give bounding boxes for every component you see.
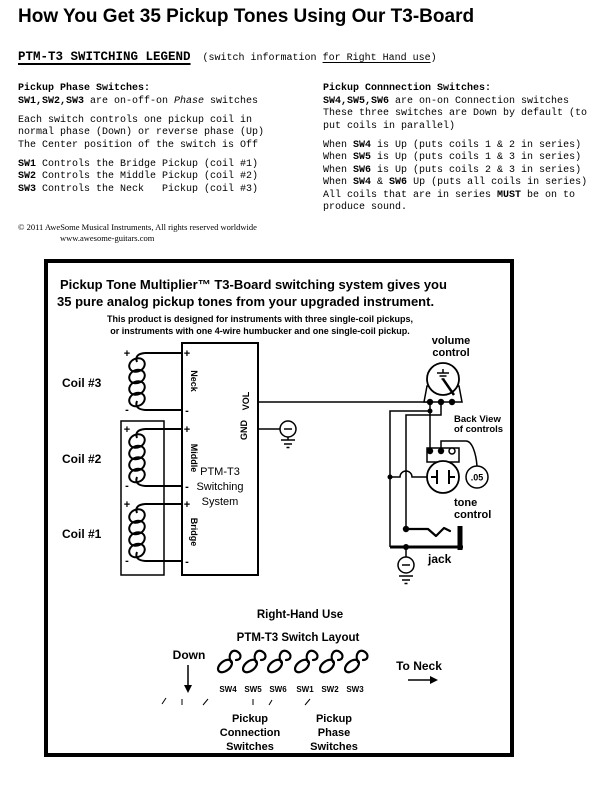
diagram-headline-2: 35 pure analog pickup tones from your upgraded instrument. <box>57 294 435 309</box>
switch-icon-sw3 <box>343 651 368 675</box>
coil-3 <box>124 348 182 416</box>
board-title-3: System <box>201 496 239 508</box>
legend-text-segment: SW4 <box>353 177 372 188</box>
legend-line <box>323 152 609 165</box>
switch-name-label: SW3 <box>346 685 364 694</box>
legend-text-segment: SW4,SW5,SW6 <box>323 95 390 107</box>
switch-icon-sw1 <box>293 651 318 675</box>
diagram-subheadline-2: or instruments with one 4-wire humbucker and one single-coil pickup. <box>110 326 410 336</box>
legend-text-segment: Each switch controls one pickup coil in <box>18 114 253 126</box>
board-ground-symbol <box>280 421 296 448</box>
terminal-label-vol: VOL <box>241 391 251 411</box>
tone-control-label-1: tone <box>454 497 478 509</box>
legend-text-segment: is Up (puts coils 2 & 3 in series) <box>371 164 582 176</box>
legend-line <box>18 83 318 96</box>
group-tick-marks <box>162 698 310 705</box>
switch-name-label: SW4 <box>219 685 237 694</box>
legend-line <box>18 171 318 184</box>
legend-text-segment: produce sound. <box>323 202 408 213</box>
to-neck-arrow <box>408 676 438 684</box>
legend-line <box>323 177 609 190</box>
legend-text-segment: Controls the Neck Pickup (coil #3) <box>36 183 259 195</box>
coil-1-minus: - <box>125 555 129 567</box>
coil-3-plus: + <box>123 348 131 360</box>
coil-1 <box>124 499 182 567</box>
legend-heading-note-underlined: for Right Hand use <box>322 53 431 64</box>
copyright <box>18 222 257 244</box>
down-arrow <box>184 665 192 693</box>
switch-layout-title-1: Right-Hand Use <box>256 609 344 621</box>
bridge-plus-terminal: + <box>183 499 191 511</box>
legend-text-segment: The Center position of the switch is Off <box>18 139 259 151</box>
down-label: Down <box>172 648 206 662</box>
legend-text-segment: is Up (puts coils 1 & 3 in series) <box>371 152 582 163</box>
tone-control-label-2: control <box>454 509 492 521</box>
to-neck-label: To Neck <box>396 659 442 673</box>
volume-control-label-2: control <box>432 347 470 359</box>
cap-value: .05 <box>470 472 484 483</box>
legend-text-segment: MUST <box>497 189 522 201</box>
switch-icon-sw6 <box>266 651 291 675</box>
neck-minus-terminal: - <box>185 405 189 417</box>
volume-control-label-1: volume <box>431 335 471 347</box>
legend-line <box>323 140 609 153</box>
legend-text-segment: Up (puts all coils in series) <box>407 177 588 188</box>
legend-line <box>323 108 609 121</box>
legend-text-segment: SW1 <box>18 158 37 170</box>
legend-heading-note: (switch information <box>202 53 323 64</box>
connection-group-label-3: Switches <box>226 741 274 753</box>
switch-name-label: SW5 <box>244 685 262 694</box>
copyright-line-1: © 2011 AweSome Musical Instruments, All rights reserved worldwide <box>18 222 257 232</box>
legend-heading-title: PTM-T3 SWITCHING LEGEND <box>18 50 191 64</box>
legend-line <box>18 96 318 109</box>
legend-right-column <box>323 83 609 215</box>
legend-text-segment: These three switches are Down by default (to <box>323 108 588 119</box>
diagram-subheadline-1: This product is designed for instruments with three single-coil pickups, <box>106 314 414 324</box>
coil-2-minus: - <box>125 480 129 492</box>
legend-text-segment: are on-off-on <box>84 95 175 107</box>
legend-text-segment: When <box>323 152 354 163</box>
legend-heading-note-close: ) <box>430 53 437 64</box>
diagram-headline-1: Pickup Tone Multiplier™ T3-Board switching system gives you <box>60 277 447 292</box>
legend-line <box>18 184 318 197</box>
legend-text-segment: is Up (puts coils 1 & 2 in series) <box>371 139 582 151</box>
switch-name-label: SW2 <box>321 685 339 694</box>
legend-text-segment: Pickup Phase Switches: <box>18 83 151 94</box>
coil-2-label: Coil #2 <box>62 452 102 466</box>
switch-name-label: SW6 <box>269 685 287 694</box>
phase-group-label-2: Phase <box>317 727 351 739</box>
legend-text-segment: Controls the Middle Pickup (coil #2) <box>36 171 259 182</box>
volume-pot <box>424 363 462 405</box>
legend-text-segment: are on-on Connection switches <box>389 95 570 107</box>
legend-line <box>323 190 609 203</box>
legend-line <box>18 115 318 128</box>
switch-icon-sw4 <box>216 651 241 675</box>
legend-text-segment: put coils in parallel) <box>323 120 456 132</box>
legend-left-column <box>18 83 318 196</box>
terminal-label-neck: Neck <box>189 370 199 392</box>
connection-group-label-1: Pickup <box>231 713 269 725</box>
cap-value-badge <box>466 466 488 488</box>
legend-line <box>323 121 609 134</box>
legend-text-segment: be on to <box>521 189 576 201</box>
connection-group-label-2: Connection <box>219 727 281 739</box>
legend-text-segment: SW1,SW2,SW3 <box>18 95 85 107</box>
legend-text-segment: Pickup Connnection Switches: <box>323 83 492 94</box>
legend-text-segment: SW5 <box>353 152 372 163</box>
board-title-2: Switching <box>196 481 244 493</box>
coil-1-plus: + <box>123 499 131 511</box>
legend-line <box>18 140 318 153</box>
back-view-label-1: Back View <box>454 414 501 425</box>
page-title: How You Get 35 Pickup Tones Using Our T3-Board <box>18 6 475 27</box>
coil-3-label: Coil #3 <box>62 376 102 390</box>
board-title-1: PTM-T3 <box>200 466 240 478</box>
legend-text-segment: When <box>323 164 354 176</box>
terminal-label-bridge: Bridge <box>189 517 199 547</box>
copyright-url: www.awesome-guitars.com <box>60 233 155 243</box>
bridge-minus-terminal: - <box>185 556 189 568</box>
legend-text-segment: All coils that are in series <box>323 189 498 201</box>
legend-text-segment: When <box>323 139 354 151</box>
legend-text-segment: SW3 <box>18 183 37 195</box>
diagram-frame <box>44 259 514 757</box>
switch-icon-sw2 <box>318 651 343 675</box>
switch-icon-sw5 <box>241 651 266 675</box>
coil-1-label: Coil #1 <box>62 527 102 541</box>
phase-group-label-3: Switches <box>310 741 358 753</box>
neck-plus-terminal: + <box>183 348 191 360</box>
terminal-label-gnd: GND <box>239 420 249 440</box>
legend-text-segment: SW6 <box>353 164 372 176</box>
switch-name-label: SW1 <box>296 685 314 694</box>
legend-line <box>323 83 609 96</box>
terminal-label-middle: Middle <box>189 443 199 473</box>
jack <box>390 526 463 550</box>
legend-text-segment: normal phase (Down) or reverse phase (Up) <box>18 127 265 138</box>
coil-3-minus: - <box>125 404 129 416</box>
legend-text-segment: When <box>323 177 354 188</box>
jack-ground-symbol <box>398 547 414 584</box>
middle-minus-terminal: - <box>185 481 189 493</box>
legend-text-segment: Phase <box>174 95 205 107</box>
legend-line <box>18 159 318 172</box>
legend-line <box>323 165 609 178</box>
legend-text-segment: SW6 <box>389 177 408 188</box>
legend-text-segment: switches <box>204 95 259 107</box>
legend-line <box>323 96 609 109</box>
coil-2 <box>124 424 182 492</box>
legend-text-segment: SW4 <box>353 139 372 151</box>
legend-heading <box>18 50 437 64</box>
phase-group-label-1: Pickup <box>315 713 353 725</box>
middle-plus-terminal: + <box>183 424 191 436</box>
switching-board <box>182 343 258 575</box>
legend-text-segment: SW2 <box>18 171 37 182</box>
wiring-diagram <box>48 263 510 753</box>
switch-layout-title-2: PTM-T3 Switch Layout <box>236 632 360 644</box>
legend-text-segment: Controls the Bridge Pickup (coil #1) <box>36 158 259 170</box>
legend-line <box>18 127 318 140</box>
coil-2-plus: + <box>123 424 131 436</box>
legend-line <box>323 202 609 215</box>
back-view-label-2: of controls <box>454 424 504 435</box>
jack-label: jack <box>428 552 452 566</box>
legend-text-segment: & <box>371 177 390 188</box>
